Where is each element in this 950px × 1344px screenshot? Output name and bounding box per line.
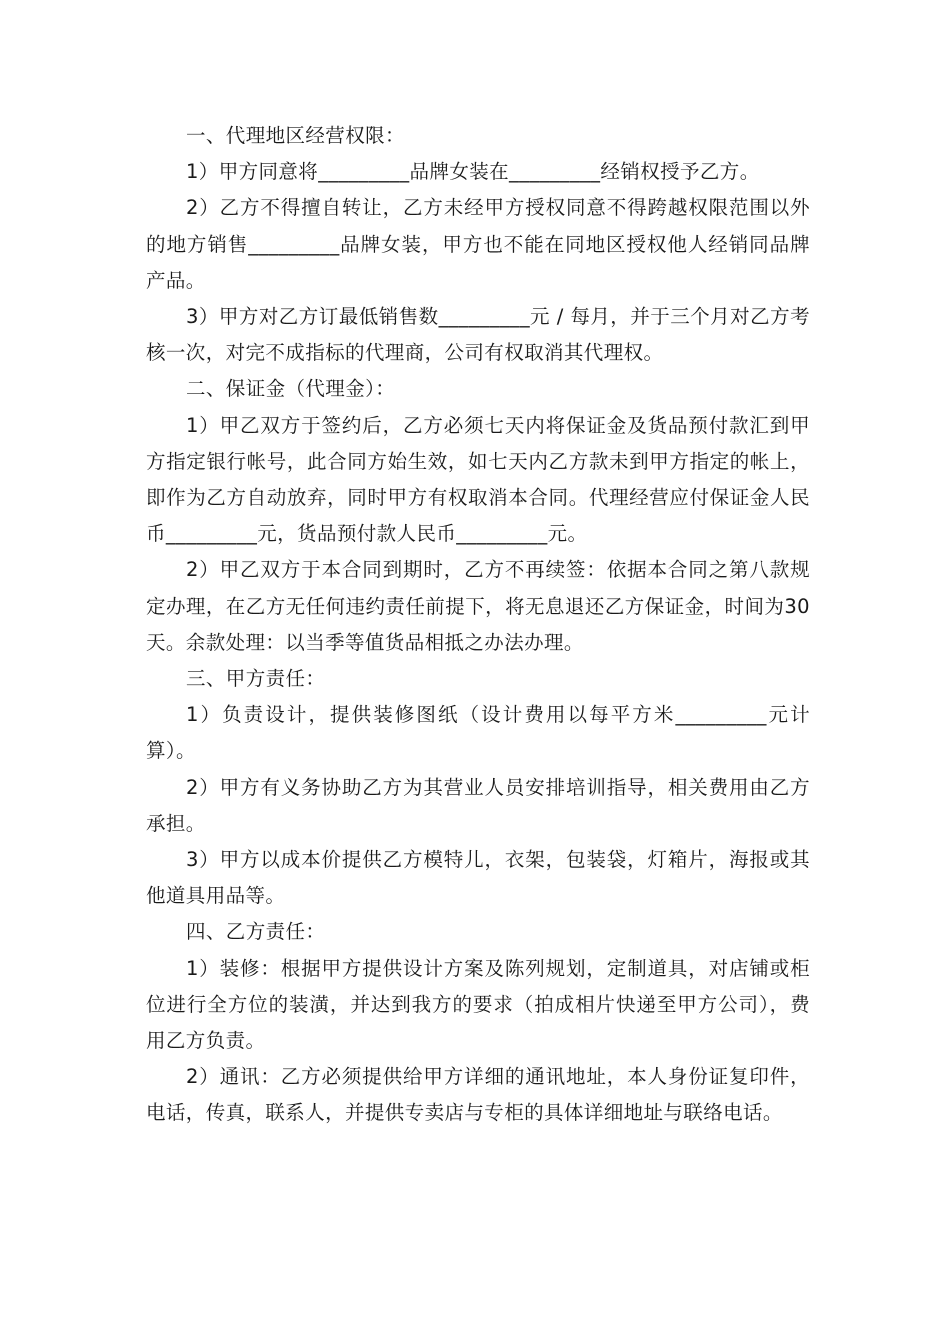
clause-3-1-design: 1）负责设计，提供装修图纸（设计费用以每平方米_________元计算）。	[146, 703, 810, 763]
section-heading-agency-rights: 一、代理地区经营权限：	[186, 124, 405, 147]
document-body	[146, 118, 810, 1132]
clause-1-2-no-transfer: 2）乙方不得擅自转让，乙方未经甲方授权同意不得跨越权限范围以外的地方销售_________品牌女装，甲方也不能在同地区授权他人经销同品牌产品。	[146, 196, 810, 292]
clause-2-2-refund: 2）甲乙双方于本合同到期时，乙方不再续签：依据本合同之第八款规定办理，在乙方无任何违约责任前提下，将无息退还乙方保证金，时间为30天。余款处理：以当季等值货品相抵之办法办理。	[146, 558, 810, 654]
section-heading-deposit: 二、保证金（代理金）：	[186, 377, 396, 401]
clause-4-2-communication: 2）通讯：乙方必须提供给甲方详细的通讯地址，本人身份证复印件，电话，传真，联系人，并提供专卖店与专柜的具体详细地址与联络电话。	[146, 1065, 810, 1125]
clause-4-1-decoration: 1）装修：根据甲方提供设计方案及陈列规划，定制道具，对店铺或柜位进行全方位的装潢，并达到我方的要求（拍成相片快递至甲方公司），费用乙方负责。	[146, 956, 810, 1053]
clause-3-2-training: 2）甲方有义务协助乙方为其营业人员安排培训指导，相关费用由乙方承担。	[146, 775, 810, 835]
section-heading-party-b: 四、乙方责任：	[186, 920, 326, 944]
clause-1-1-grant: 1）甲方同意将_________品牌女装在_________经销权授予乙方。	[186, 160, 760, 184]
clause-1-3-minimum-sales: 3）甲方对乙方订最低销售数_________元 / 每月，并于三个月对乙方考核一次，对完不成指标的代理商，公司有权取消其代理权。	[146, 305, 810, 365]
section-heading-party-a: 三、甲方责任：	[186, 667, 326, 691]
clause-2-1-payment: 1）甲乙双方于签约后，乙方必须七天内将保证金及货品预付款汇到甲方指定银行帐号，此合同方始生效，如七天内乙方款未到甲方指定的帐上，即作为乙方自动放弃，同时甲方有权取消本合同。代理经营应付保证金人民币_________元，货品预付款人民币_________元。	[146, 413, 810, 546]
clause-3-3-supplies: 3）甲方以成本价提供乙方模特儿，衣架，包装袋，灯箱片，海报或其他道具用品等。	[146, 848, 810, 908]
